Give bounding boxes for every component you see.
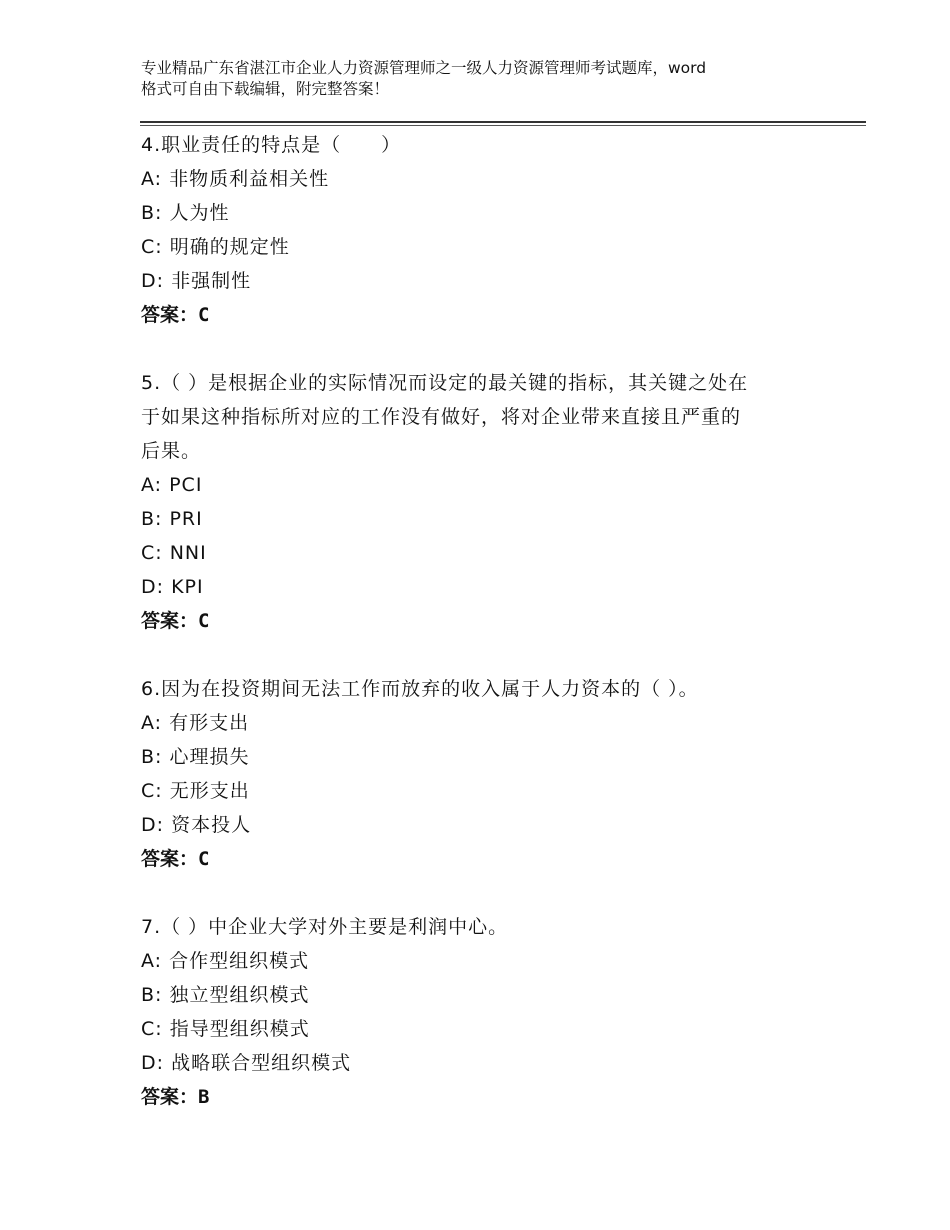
- option-c: C: 指导型组织模式: [141, 1018, 310, 1040]
- header-title-line-1: 专业精品广东省湛江市企业人力资源管理师之一级人力资源管理师考试题库，word: [141, 59, 707, 77]
- question-stem-line-3: 后果。: [141, 440, 202, 462]
- option-a: A: 合作型组织模式: [141, 950, 310, 972]
- question-spacer: [141, 876, 821, 910]
- option-a: A: 有形支出: [141, 712, 250, 734]
- question-spacer: [141, 638, 821, 672]
- option-d: D: 非强制性: [141, 270, 252, 292]
- question-4: [141, 128, 821, 332]
- question-list: [141, 128, 821, 1114]
- option-d: D: KPI: [141, 576, 204, 598]
- answer-value: C: [198, 848, 210, 870]
- answer-row: [141, 298, 821, 332]
- question-spacer: [141, 332, 821, 366]
- answer-label: 答案：: [141, 610, 199, 632]
- option-d: D: 资本投人: [141, 814, 252, 836]
- answer-row: [141, 1080, 821, 1114]
- answer-label: 答案：: [141, 304, 199, 326]
- header-title-line-2: 格式可自由下载编辑，附完整答案！: [141, 80, 390, 98]
- header-divider-thin: [140, 125, 866, 126]
- question-7: [141, 910, 821, 1114]
- question-5: [141, 366, 821, 638]
- question-stem: 4.职业责任的特点是（ ）: [141, 134, 402, 156]
- option-b: B: PRI: [141, 508, 203, 530]
- question-stem: 7.（ ）中企业大学对外主要是利润中心。: [141, 916, 509, 938]
- answer-row: [141, 604, 821, 638]
- option-a: A: PCI: [141, 474, 203, 496]
- answer-value: C: [198, 610, 210, 632]
- question-stem-line-2: 于如果这种指标所对应的工作没有做好，将对企业带来直接且严重的: [141, 406, 742, 428]
- option-c: C: 无形支出: [141, 780, 250, 802]
- answer-value: C: [198, 304, 210, 326]
- question-stem: 6.因为在投资期间无法工作而放弃的收入属于人力资本的（ ）。: [141, 678, 699, 700]
- answer-value: B: [198, 1086, 210, 1108]
- option-c: C: 明确的规定性: [141, 236, 290, 258]
- option-b: B: 独立型组织模式: [141, 984, 310, 1006]
- option-b: B: 心理损失: [141, 746, 250, 768]
- question-6: [141, 672, 821, 876]
- answer-label: 答案：: [141, 1086, 199, 1108]
- option-a: A: 非物质利益相关性: [141, 168, 330, 190]
- option-b: B: 人为性: [141, 202, 230, 224]
- answer-label: 答案：: [141, 848, 199, 870]
- option-d: D: 战略联合型组织模式: [141, 1052, 352, 1074]
- document-header: [141, 58, 831, 100]
- header-divider-thick: [140, 121, 866, 123]
- option-c: C: NNI: [141, 542, 207, 564]
- answer-row: [141, 842, 821, 876]
- question-stem-line-1: 5.（ ）是根据企业的实际情况而设定的最关键的指标，其关键之处在: [141, 372, 749, 394]
